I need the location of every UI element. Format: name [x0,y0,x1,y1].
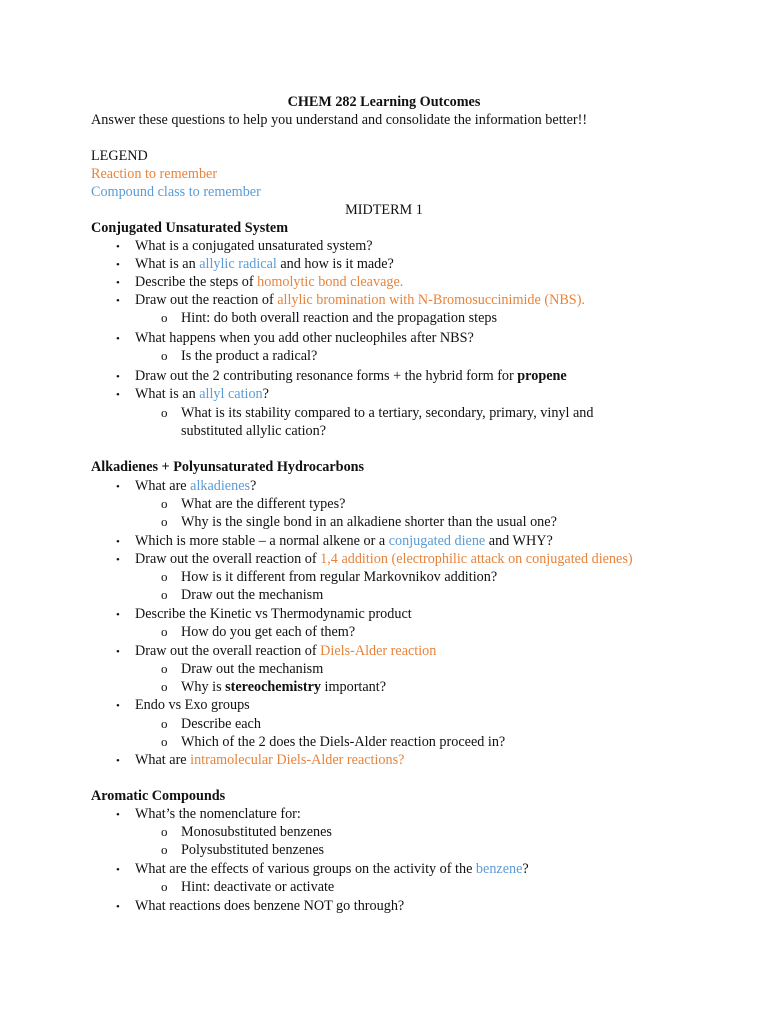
reaction-highlight: intramolecular Diels-Alder reactions? [190,752,405,768]
sub-list-item: How do you get each of them? [181,624,356,640]
bullet-marker: • [116,554,120,566]
sub-list-item: Describe each [181,716,261,732]
bullet-marker: • [116,371,120,383]
list-item: What are alkadienes? [135,478,257,494]
sub-list-item: Hint: deactivate or activate [181,879,335,895]
bullet-marker: • [116,481,120,493]
compound-highlight: benzene [475,861,523,877]
section-heading: Aromatic Compounds [91,788,226,804]
reaction-highlight: allylic bromination with N-Bromosuccinimide (NBS). [277,292,585,308]
sub-list-item: Is the product a radical? [181,348,318,364]
list-item: What happens when you add other nucleophiles after NBS? [135,330,474,346]
intro-text: Answer these questions to help you understand and consolidate the information better!! [91,112,588,128]
reaction-highlight: Diels-Alder reaction [320,643,437,659]
list-item: Describe the steps of homolytic bond cleavage. [135,274,404,290]
list-item: Which is more stable – a normal alkene or a conjugated diene and WHY? [135,533,553,549]
document-title: CHEM 282 Learning Outcomes [287,94,481,110]
bullet-marker: • [116,389,120,401]
sub-bullet-marker: o [161,310,168,325]
sub-bullet-marker: o [161,405,168,420]
sub-list-item: Draw out the mechanism [181,587,324,603]
bullet-marker: • [116,536,120,548]
bullet-marker: • [116,295,120,307]
list-item: What are the effects of various groups on the activity of the benzene? [135,861,529,877]
section-heading: Alkadienes + Polyunsaturated Hydrocarbons [91,459,365,475]
sub-bullet-marker: o [161,679,168,694]
bullet-marker: • [116,700,120,712]
list-item: Draw out the overall reaction of Diels-Alder reaction [135,643,437,659]
sub-list-item: Polysubstituted benzenes [181,842,325,858]
bullet-marker: • [116,277,120,289]
list-item: What is an allylic radical and how is it made? [135,256,394,272]
sub-bullet-marker: o [161,624,168,639]
bullet-marker: • [116,259,120,271]
compound-highlight: allylic radical [199,256,277,272]
emphasis: propene [517,368,567,384]
sub-bullet-marker: o [161,587,168,602]
sub-list-item: Why is stereochemistry important? [181,679,387,695]
sub-bullet-marker: o [161,734,168,749]
list-item: What reactions does benzene NOT go through? [135,898,405,914]
list-item: Endo vs Exo groups [135,697,250,713]
sub-bullet-marker: o [161,824,168,839]
list-item: Draw out the 2 contributing resonance forms + the hybrid form for propene [135,368,567,384]
compound-highlight: allyl cation [199,386,263,402]
sub-list-item: What are the different types? [181,496,346,512]
compound-highlight: conjugated diene [388,533,486,549]
sub-bullet-marker: o [161,716,168,731]
sub-list-item: Which of the 2 does the Diels-Alder reaction proceed in? [181,734,506,750]
section-heading: Conjugated Unsaturated System [91,220,289,236]
sub-list-item: How is it different from regular Markovnikov addition? [181,569,498,585]
bullet-marker: • [116,809,120,821]
sub-bullet-marker: o [161,569,168,584]
list-item: What are intramolecular Diels-Alder reactions? [135,752,405,768]
sub-list-item-continuation: substituted allylic cation? [181,423,326,439]
sub-bullet-marker: o [161,661,168,676]
sub-list-item: Monosubstituted benzenes [181,824,332,840]
list-item: Draw out the overall reaction of 1,4 addition (electrophilic attack on conjugated dienes) [135,551,633,567]
sub-bullet-marker: o [161,879,168,894]
compound-highlight: alkadienes [190,478,251,494]
list-item: Draw out the reaction of allylic bromination with N-Bromosuccinimide (NBS). [135,292,585,308]
sub-list-item: Why is the single bond in an alkadiene shorter than the usual one? [181,514,557,530]
bullet-marker: • [116,609,120,621]
bullet-marker: • [116,646,120,658]
sub-bullet-marker: o [161,496,168,511]
bullet-marker: • [116,241,120,253]
bullet-marker: • [116,755,120,767]
list-item: What is an allyl cation? [135,386,269,402]
reaction-highlight: 1,4 addition (electrophilic attack on conjugated dienes) [320,551,633,567]
midterm-heading: MIDTERM 1 [345,202,423,218]
sub-list-item: Draw out the mechanism [181,661,324,677]
legend-heading: LEGEND [91,148,148,164]
sub-list-item: What is its stability compared to a tertiary, secondary, primary, vinyl and [181,405,594,421]
list-item: What is a conjugated unsaturated system? [135,238,373,254]
sub-bullet-marker: o [161,842,168,857]
bullet-marker: • [116,333,120,345]
reaction-highlight: homolytic bond cleavage. [257,274,404,290]
sub-bullet-marker: o [161,348,168,363]
bullet-marker: • [116,864,120,876]
legend-compound: Compound class to remember [91,184,261,200]
list-item: What’s the nomenclature for: [135,806,301,822]
sub-list-item: Hint: do both overall reaction and the propagation steps [181,310,497,326]
emphasis: stereochemistry [225,679,321,695]
sub-bullet-marker: o [161,514,168,529]
bullet-marker: • [116,901,120,913]
legend-reaction: Reaction to remember [91,166,218,182]
list-item: Describe the Kinetic vs Thermodynamic product [135,606,412,622]
